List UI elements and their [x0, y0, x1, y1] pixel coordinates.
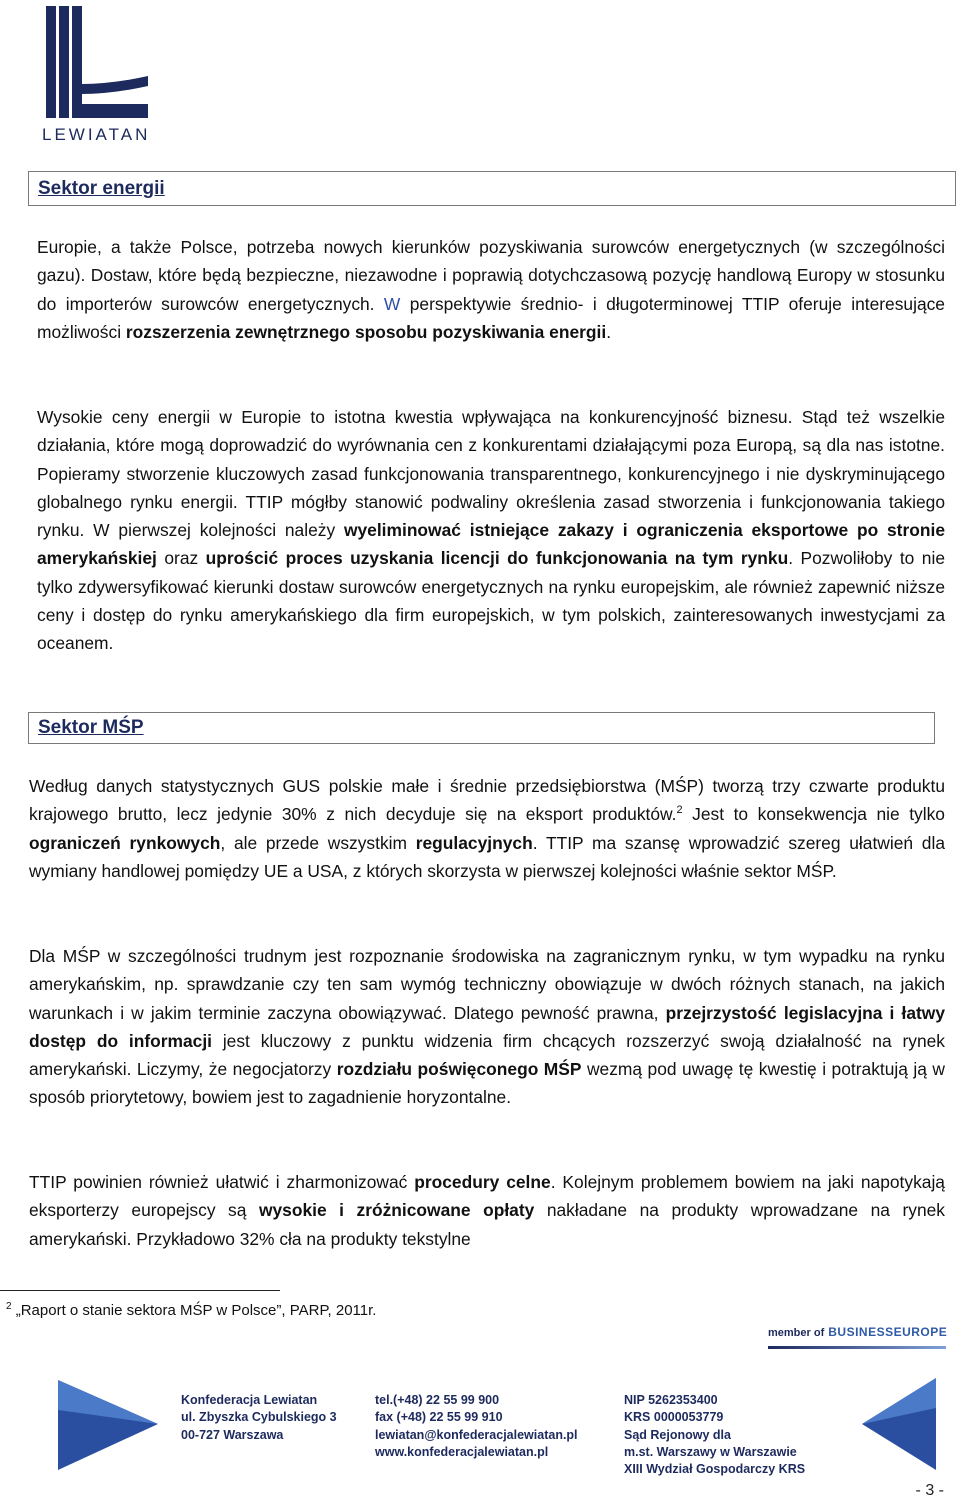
footer-line: Konfederacja Lewiatan — [181, 1393, 318, 1407]
footer-contact — [375, 1392, 578, 1461]
text-run: W — [383, 293, 401, 314]
text-run: . — [606, 321, 612, 342]
businesseurope-logo-text: BUSINESSEUROPE — [828, 1325, 948, 1339]
bold-text: rozdziału poświęconego MŚP — [336, 1059, 582, 1080]
bold-text: rozszerzenia zewnętrznego sposobu pozyskiwania energii — [125, 321, 607, 342]
text-run: . Kolejnym problemem bowiem na jaki napotykają eksporterzy europejscy są — [29, 1172, 945, 1221]
text-run: Europie, a także Polsce, potrzeba nowych kierunków pozyskiwania surowców energetycznych (w szczególności gazu). Dostaw, które będą bezpieczne, niezawodne i poprawią dotychczasową pozycję handlową Europy w stosunku do importerów surowców energetycznych. — [37, 237, 945, 314]
section-heading-msp — [28, 712, 935, 744]
footer-line: KRS 0000053779 — [624, 1410, 724, 1425]
footer-line: XIII Wydział Gospodarczy KRS — [624, 1462, 806, 1477]
footer-email: lewiatan@konfederacjalewiatan.pl — [375, 1427, 578, 1442]
text-run: Dla MŚP w szczególności trudnym jest rozpoznanie środowiska na zagranicznym rynku, w tym wypadku na rynku amerykańskim, np. sprawdzanie czy ten sam wymóg techniczny obowiązuje w dwóch różnych stanach, na jakich warunkach i w jakim terminie zaczyna obowiązywać. Dlatego pewność prawna, — [29, 946, 945, 1023]
text-run: . Pozwoliłoby to nie tylko zdywersyfikować kierunki dostaw surowców energetycznych na rynku europejskim, ale również zapewnić niższe ceny i dostęp do rynku amerykańskiego dla firm europejskich, w tym polskich, zainteresowanych inwestycjami za oceanem. — [37, 548, 945, 654]
text-run: Jest to konsekwencja nie tylko — [682, 804, 945, 825]
footer-fax: fax (+48) 22 55 99 910 — [375, 1410, 503, 1425]
footnote — [6, 1300, 376, 1322]
msp-paragraph-2 — [29, 942, 945, 1112]
footer-phone: tel.(+48) 22 55 99 900 — [375, 1393, 500, 1407]
businesseurope-divider — [768, 1346, 946, 1349]
text-run: nakładane na produkty wprowadzane na rynek amerykański. Przykładowo 32% cła na produkty tekstylne — [29, 1200, 945, 1249]
text-run: Wysokie ceny energii w Europie to istotna kwestia wpływająca na konkurencyjność biznesu. Stąd też wszelkie działania, które mogą doprowadzić do wyrównania cen z konkurentami działającymi poza Europą, są dla nas istotne. Popieramy stworzenie kluczowych zasad funkcjonowania transparentnego, konkurencyjnego i nie dyskryminującego globalnego rynku energii. TTIP mógłby stanowić podwaliny określenia zasad stworzenia i funkcjonowania takiego rynku. W pierwszej kolejności należy — [37, 407, 945, 541]
bold-text: uprościć proces uzyskania licencji do funkcjonowania na tym rynku — [205, 548, 789, 569]
footer-line: Sąd Rejonowy dla — [624, 1427, 731, 1442]
footer-address — [181, 1392, 337, 1444]
bold-text: procedury celne — [414, 1172, 551, 1192]
footer-line: m.st. Warszawy w Warszawie — [624, 1444, 797, 1459]
footnote-divider — [0, 1290, 280, 1291]
text-run: , ale przede wszystkim — [220, 832, 416, 853]
member-prefix: member of — [768, 1327, 825, 1339]
bold-text: wyeliminować istniejące zakazy i ograniczenia eksportowe po stronie amerykańskiej — [37, 520, 945, 569]
msp-paragraph-1 — [29, 772, 945, 885]
energy-paragraph-1 — [37, 233, 945, 346]
msp-paragraph-3 — [29, 1168, 945, 1253]
section-title-energy: Sektor energii — [38, 177, 165, 199]
text-run: Według danych statystycznych GUS polskie małe i średnie przedsiębiorstwa (MŚP) tworzą trzy czwarte produktu krajowego brutto, lecz jedynie 30% z nich decyduje się na eksport produktów. — [29, 776, 945, 825]
text-run: oraz — [156, 548, 206, 569]
footer-line: ul. Zbyszka Cybulskiego 3 — [181, 1410, 337, 1425]
text-run: TTIP powinien również ułatwić i zharmonizować — [29, 1172, 415, 1192]
energy-paragraph-2 — [37, 403, 945, 658]
text-run: perspektywie średnio- i długoterminowej TTIP oferuje interesujące możliwości — [37, 293, 945, 342]
footer-registry — [624, 1392, 805, 1478]
bold-text: wysokie i zróżnicowane opłaty — [258, 1200, 535, 1221]
bold-text: ograniczeń rynkowych — [29, 832, 221, 853]
text-run: wezmą pod uwagę tę kwestię i potraktują ją w sposób priorytetowy, bowiem jest to zagadnienie horyzontalne. — [29, 1059, 945, 1108]
page-number: - 3 - — [915, 1482, 944, 1499]
logo-text: LEWIATAN — [42, 125, 151, 144]
bold-text: przejrzystość legislacyjna i łatwy dostęp do informacji — [29, 1002, 945, 1051]
section-heading-energy — [28, 171, 956, 206]
footnote-ref: 2 — [676, 804, 683, 817]
footnote-number: 2 — [6, 1301, 12, 1312]
footer-website: www.konfederacjalewiatan.pl — [375, 1444, 549, 1459]
footer-line: 00-727 Warszawa — [181, 1427, 284, 1442]
bold-text: regulacyjnych — [415, 832, 533, 853]
footnote-text: „Raport o stanie sektora MŚP w Polsce”, PARP, 2011r. — [15, 1302, 377, 1319]
footer-line: NIP 5262353400 — [624, 1393, 718, 1407]
member-of-businesseurope — [768, 1325, 947, 1339]
text-run: . TTIP ma szansę wprowadzić szereg ułatwień dla wymiany handlowej pomiędzy UE a USA, z których skorzysta w pierwszej kolejności właśnie sektor MŚP. — [29, 832, 945, 881]
footer-triangle-left-icon — [58, 1380, 158, 1470]
section-title-msp: Sektor MŚP — [38, 717, 144, 738]
footer-triangle-right-icon — [862, 1378, 936, 1470]
text-run: jest kluczowy z punktu widzenia firm chcących rozszerzyć swoją działalność na rynek amerykański. Liczymy, że negocjatorzy — [29, 1030, 945, 1080]
